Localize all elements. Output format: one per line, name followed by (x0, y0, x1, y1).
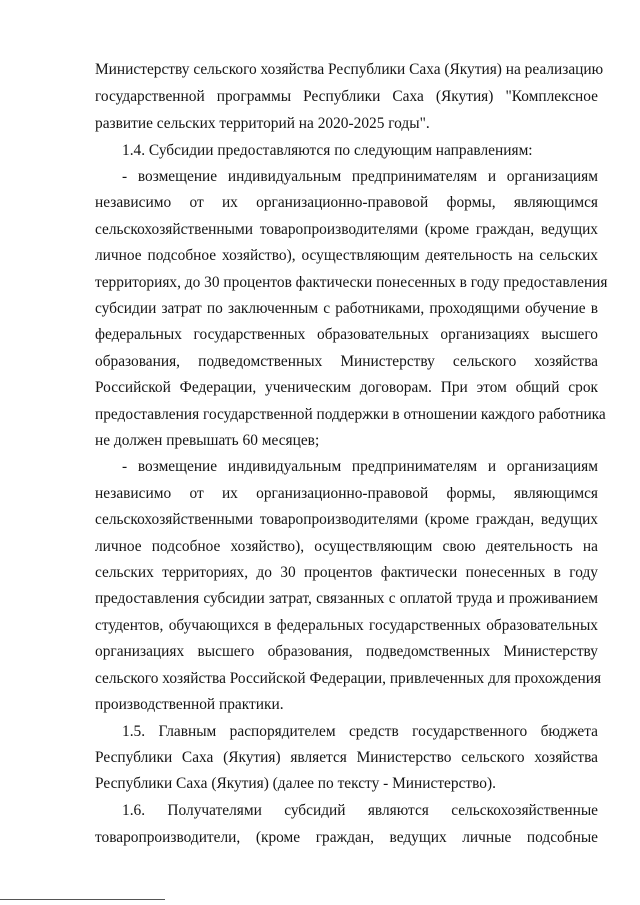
text-line: субсидии затрат по заключенным с работниками, проходящими обучение в (95, 300, 598, 317)
text-line: Республики Саха (Якутия) является Министерство сельского хозяйства (95, 749, 598, 766)
text-line: развитие сельских территорий на 2020-2025 годы". (95, 115, 430, 132)
text-line: независимо от их организационно-правовой формы, являющимся (95, 485, 598, 502)
text-line: - возмещение индивидуальным предпринимателям и организациям (122, 458, 598, 475)
text-line: территориях, до 30 процентов фактически понесенных в году предоставления (95, 274, 608, 291)
text-line: образования, подведомственных Министерству сельского хозяйства (95, 353, 598, 370)
text-line: сельского хозяйства Российской Федерации, привлеченных для прохождения (95, 670, 602, 687)
text-line: Российской Федерации, ученическим договорам. При этом общий срок (95, 379, 598, 396)
paragraph-1-4-heading: 1.4. Субсидии предоставляются по следующим направлениям: (122, 142, 533, 159)
text-line: предоставления субсидии затрат, связанных с оплатой труда и проживанием (95, 590, 598, 607)
text-line: государственной программы Республики Саха (Якутия) "Комплексное (95, 88, 598, 105)
text-line: студентов, обучающихся в федеральных государственных образовательных (95, 617, 598, 634)
text-line: не должен превышать 60 месяцев; (95, 432, 320, 449)
text-line: сельскохозяйственными товаропроизводителями (кроме граждан, ведущих (95, 511, 598, 528)
text-line: предоставления государственной поддержки в отношении каждого работника (95, 406, 606, 423)
footnote-separator (0, 899, 165, 900)
text-line: 1.6. Получателями субсидий являются сельскохозяйственные (122, 802, 598, 819)
text-line: Министерству сельского хозяйства Республики Саха (Якутия) на реализацию (95, 61, 604, 78)
text-line: производственной практики. (95, 696, 284, 713)
text-line: организациях высшего образования, подведомственных Министерству (95, 643, 598, 660)
text-line: - возмещение индивидуальным предпринимателям и организациям (122, 168, 598, 185)
text-line: личное подсобное хозяйство), осуществляющим свою деятельность на (95, 538, 598, 555)
text-line: Республики Саха (Якутия) (далее по тексту - Министерство). (95, 775, 496, 792)
text-line: независимо от их организационно-правовой формы, являющимся (95, 194, 598, 211)
text-line: федеральных государственных образовательных организациях высшего (95, 326, 598, 343)
text-line: личное подсобное хозяйство), осуществляющим деятельность на сельских (95, 247, 598, 264)
text-line: сельскохозяйственными товаропроизводителями (кроме граждан, ведущих (95, 221, 598, 238)
text-line: 1.5. Главным распорядителем средств государственного бюджета (122, 723, 598, 740)
text-line: товаропроизводители, (кроме граждан, ведущих личные подсобные (95, 829, 598, 846)
text-line: сельских территориях, до 30 процентов фактически понесенных в году (95, 564, 598, 581)
